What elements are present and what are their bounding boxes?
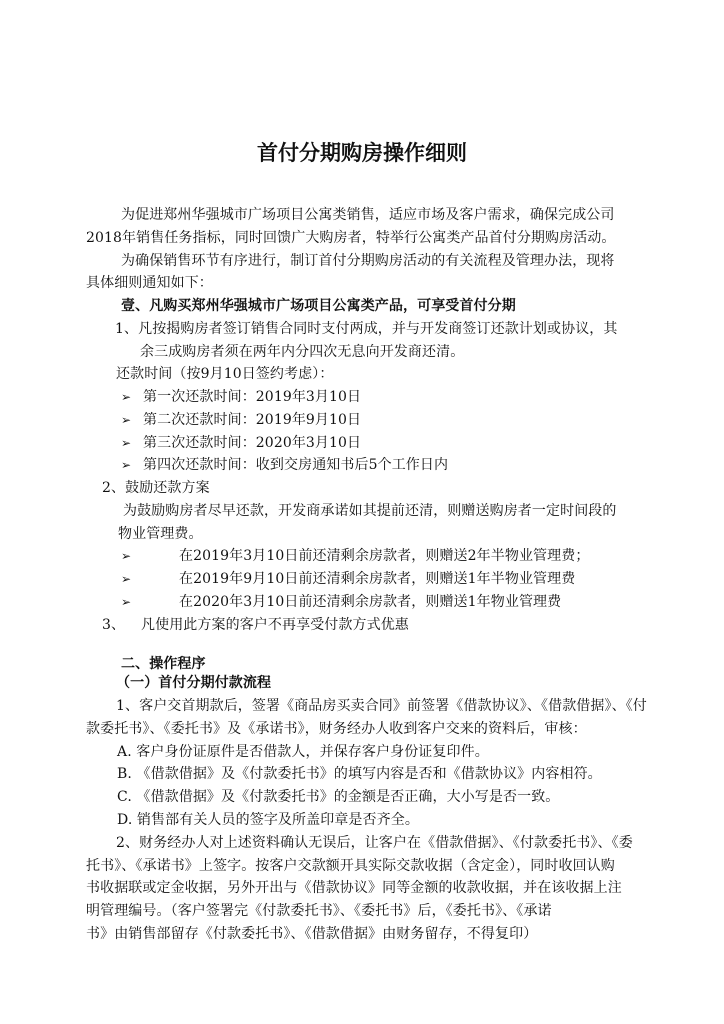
step-2-line-3: 书收据联或定金收据，另外开出与《借款协议》同等金额的收款收据，并在该收据上注 xyxy=(86,880,622,896)
arrow-bullet-icon: ➢ xyxy=(121,413,132,427)
schedule-item-text: 第三次还款时间：2020年3月10日 xyxy=(143,435,362,451)
check-d: D. 销售部有关人员的签字及所盖印章是否齐全。 xyxy=(117,812,419,828)
section-1-heading: 壹、凡购买郑州华强城市广场项目公寓类产品，可享受首付分期 xyxy=(121,298,516,314)
schedule-item-1 xyxy=(121,387,361,407)
incentive-item-3 xyxy=(121,592,561,612)
step-1-line-2: 款委托书》、《委托书》及《承诺书》，财务经办人收到客户交来的资料后，审核： xyxy=(86,721,587,737)
arrow-bullet-icon: ➢ xyxy=(121,572,132,586)
item-3 xyxy=(102,615,409,635)
item-1-line-2: 余三成购房者须在两年内分四次无息向开发商还清。 xyxy=(140,344,465,360)
schedule-item-3 xyxy=(121,433,361,453)
schedule-item-4 xyxy=(121,455,448,475)
item-2-line-1: 为鼓励购房者尽早还款，开发商承诺如其提前还清，则赠送购房者一定时间段的 xyxy=(123,503,617,519)
check-b: B. 《借款借据》及《付款委托书》的填写内容是否和《借款协议》内容相符。 xyxy=(117,766,602,782)
intro-line-1: 为促进郑州华强城市广场项目公寓类销售，适应市场及客户需求，确保完成公司 xyxy=(121,207,615,223)
arrow-bullet-icon: ➢ xyxy=(121,549,132,563)
step-2-line-5: 书》由销售部留存《付款委托书》、《借款借据》由财务留存，不得复印） xyxy=(86,926,538,942)
step-2-line-1: 2、财务经办人对上述资料确认无误后，让客户在《借款借据》、《付款委托书》、《委 xyxy=(116,835,633,851)
schedule-intro: 还款时间（按9月10日签约考虑）： xyxy=(116,366,334,382)
incentive-text: 在2019年3月10日前还清剩余房款者，则赠送2年半物业管理费； xyxy=(179,548,590,564)
schedule-item-text: 第四次还款时间：收到交房通知书后5个工作日内 xyxy=(143,457,449,473)
incentive-item-2 xyxy=(121,569,575,589)
schedule-item-2 xyxy=(121,410,361,430)
incentive-text: 在2020年3月10日前还清剩余房款者，则赠送1年物业管理费 xyxy=(179,594,562,610)
item-1-line-1: 1、凡按揭购房者签订销售合同时支付两成，并与开发商签订还款计划或协议，其 xyxy=(115,321,618,337)
schedule-item-text: 第一次还款时间：2019年3月10日 xyxy=(143,389,362,405)
item-3-text: 凡使用此方案的客户不再享受付款方式优惠 xyxy=(141,617,409,633)
intro-line-4: 具体细则通知如下： xyxy=(86,275,213,291)
arrow-bullet-icon: ➢ xyxy=(121,390,132,404)
item-2-line-2: 物业管理费。 xyxy=(118,526,203,542)
item-2-title: 2、鼓励还款方案 xyxy=(102,480,210,496)
step-2-line-2: 托书》、《承诺书》上签字。按客户交款额开具实际交款收据（含定金），同时收回认购 xyxy=(86,858,615,874)
arrow-bullet-icon: ➢ xyxy=(121,458,132,472)
schedule-item-text: 第二次还款时间：2019年9月10日 xyxy=(143,412,362,428)
document-title: 首付分期购房操作细则 xyxy=(257,141,467,165)
section-2-subheading: （一）首付分期付款流程 xyxy=(116,675,272,691)
item-3-number: 3、 xyxy=(102,617,126,633)
intro-line-3: 为确保销售环节有序进行，制订首付分期购房活动的有关流程及管理办法，现将 xyxy=(121,253,615,269)
incentive-item-1 xyxy=(121,546,589,566)
intro-line-2: 2018年销售任务指标，同时回馈广大购房者，特举行公寓类产品首付分期购房活动。 xyxy=(86,230,616,246)
check-c: C. 《借款借据》及《付款委托书》的金额是否正确，大小写是否一致。 xyxy=(117,789,560,805)
section-2-heading: 二、操作程序 xyxy=(121,656,206,672)
step-2-line-4: 明管理编号。（客户签署完《付款委托书》、《委托书》后，《委托书》、《承诺 xyxy=(86,903,552,919)
incentive-text: 在2019年9月10日前还清剩余房款者，则赠送1年半物业管理费 xyxy=(179,571,576,587)
arrow-bullet-icon: ➢ xyxy=(121,436,132,450)
check-a: A. 客户身份证原件是否借款人，并保存客户身份证复印件。 xyxy=(117,744,489,760)
arrow-bullet-icon: ➢ xyxy=(121,595,132,609)
step-1-line-1: 1、客户交首期款后，签署《商品房买卖合同》前签署《借款协议》、《借款借据》、《付 xyxy=(116,698,647,714)
